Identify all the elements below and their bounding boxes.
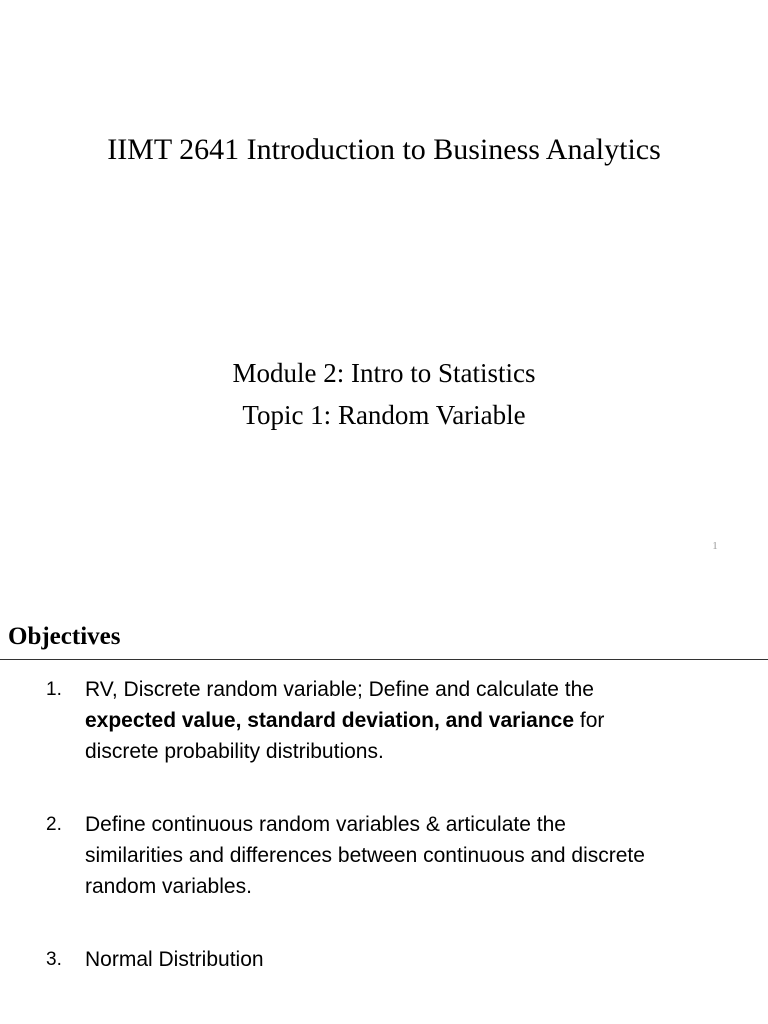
objective-bold-text: expected value, standard deviation, and variance <box>85 709 575 732</box>
objective-text <box>85 674 755 767</box>
objective-line <box>85 705 755 736</box>
objective-line: random variables. <box>85 875 252 898</box>
objective-text <box>85 809 755 902</box>
objective-line: similarities and differences between continuous and discrete <box>85 844 645 867</box>
objective-line: RV, Discrete random variable; Define and calculate the <box>85 678 594 701</box>
course-title: IIMT 2641 Introduction to Business Analytics <box>107 133 661 166</box>
objective-number: 1. <box>46 679 62 700</box>
objective-text <box>85 944 755 975</box>
objective-number: 2. <box>46 814 62 835</box>
objective-line: Normal Distribution <box>85 948 264 971</box>
slide-page-number: 1 <box>712 540 718 552</box>
objectives-slide <box>0 582 768 1024</box>
objectives-heading: Objectives <box>8 623 121 650</box>
heading-divider <box>0 659 768 660</box>
module-subtitle: Module 2: Intro to Statistics <box>232 358 536 388</box>
topic-subtitle: Topic 1: Random Variable <box>242 400 526 430</box>
objective-line-tail: for <box>574 709 605 732</box>
objective-line: discrete probability distributions. <box>85 740 384 763</box>
objective-number: 3. <box>46 949 62 970</box>
objective-line: Define continuous random variables & articulate the <box>85 813 566 836</box>
